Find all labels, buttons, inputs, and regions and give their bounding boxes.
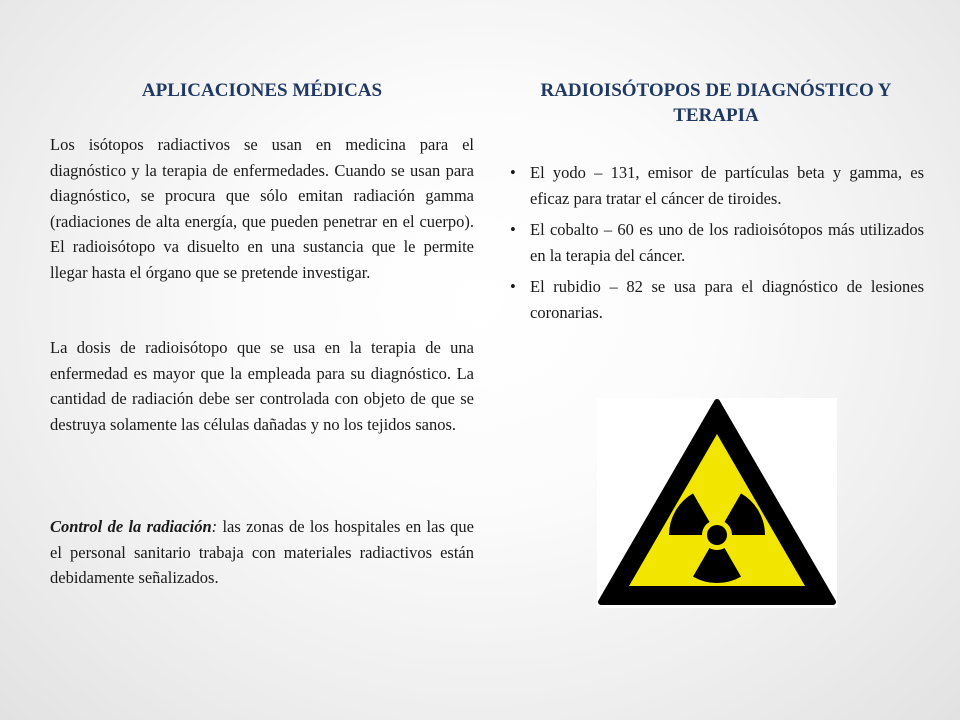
left-column-title: APLICACIONES MÉDICAS: [141, 80, 383, 101]
list-item: [508, 217, 924, 268]
radiation-control-lead: Control de la radiación: [50, 517, 212, 536]
bullet-marker: •: [510, 163, 516, 182]
list-item-text: El rubidio – 82 se usa para el diagnóstico de lesiones coronarias.: [530, 277, 924, 322]
list-item-text: El cobalto – 60 es uno de los radioisótopos más utilizados en la terapia del cáncer.: [530, 220, 924, 265]
radiation-control-text: las zonas de los hospitales en las que el personal sanitario trabaja con materiales radiactivos están debidamente señalizados.: [50, 517, 474, 587]
list-item: [508, 160, 924, 211]
dosage-paragraph: La dosis de radioisótopo que se usa en la terapia de una enfermedad es mayor que la empleada para su diagnóstico. La cantidad de radiación debe ser controlada con objeto de que se destruya solamente las células dañadas y no los tejidos sanos.: [50, 338, 474, 434]
bullet-marker: •: [510, 220, 516, 239]
right-column-title: RADIOISÓTOPOS DE DIAGNÓSTICO Y TERAPIA: [540, 80, 892, 126]
trefoil-center: [707, 525, 727, 545]
list-item-text: El yodo – 131, emisor de partículas beta y gamma, es eficaz para tratar el cáncer de tiroides.: [530, 163, 924, 208]
bullet-marker: •: [510, 277, 516, 296]
radiation-control-paragraph: [50, 514, 474, 591]
intro-paragraph: Los isótopos radiactivos se usan en medicina para el diagnóstico y la terapia de enfermedades. Cuando se usan para diagnóstico, se procura que sólo emitan radiación gamma (radiaciones de alta energía, que pueden penetrar en el cuerpo). El radioisótopo va disuelto en una sustancia que le permite llegar hasta el órgano que se pretende investigar.: [50, 135, 474, 282]
list-item: [508, 274, 924, 325]
radioisotope-list: [508, 160, 924, 331]
radiation-warning-icon: [597, 398, 837, 608]
radiation-control-colon: :: [211, 517, 218, 536]
radiation-warning-svg: [597, 398, 837, 608]
